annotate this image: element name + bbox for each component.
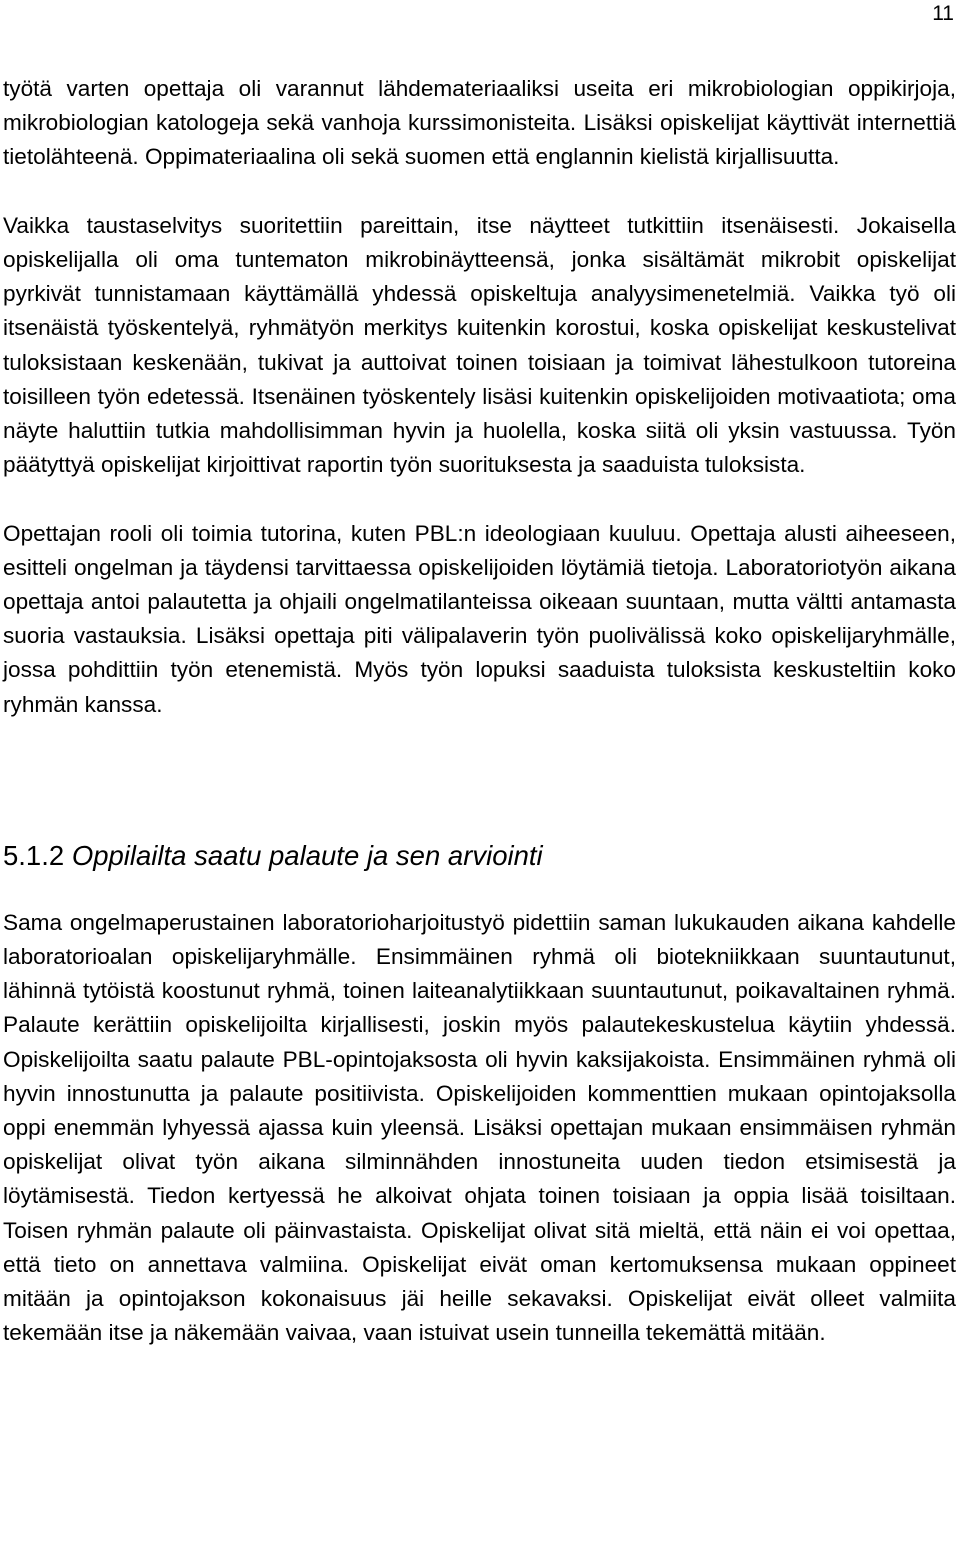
section-title: Oppilailta saatu palaute ja sen arviointi xyxy=(71,839,543,871)
section-number: 5.1.2 xyxy=(3,839,65,871)
paragraph-teacher-role: Opettajan rooli oli toimia tutorina, kuten PBL:n ideologiaan kuuluu. Opettaja alusti aiheeseen, esitteli ongelman ja täydensi tarvittaessa opiskelijoiden löytämiä tietoja. Laboratoriotyön aikana opettaja antoi palautetta ja ohjaili ongelmatilanteissa oikeaan suuntaan, mutta vältti antamasta suoria vastauksia. Lisäksi opettaja piti välipalaverin työn puolivälissä koko opiskelijaryhmälle, jossa pohdittiin työn etenemistä. Myös työn lopuksi saaduista tuloksista keskusteltiin koko ryhmän kanssa. xyxy=(3,520,956,717)
section-heading xyxy=(3,838,956,874)
document-body xyxy=(3,72,956,1385)
paragraph-feedback: Sama ongelmaperustainen laboratorioharjoitustyö pidettiin saman lukukauden aikana kahdelle laboratorioalan opiskelijaryhmälle. Ensimmäinen ryhmä oli biotekniikkaan suuntautunut, lähinnä tytöistä koostunut ryhmä, toinen laiteanalytiikkaan suuntautunut, poikavaltainen ryhmä. Palaute kerättiin opiskelijoilta kirjallisesti, joskin myös palautekeskustelua käytiin yhdessä. Opiskelijoilta saatu palaute PBL-opintojaksosta oli hyvin kaksijakoista. Ensimmäinen ryhmä oli hyvin innostunutta ja palaute positiivista. Opiskelijoiden kommenttien mukaan opintojaksolla oppi enemmän lyhyessä ajassa kuin yleensä. Lisäksi opettajan mukaan ensimmäisen ryhmän opiskelijat olivat työn aikana silminnähden innostuneita uuden tiedon etsimisestä ja löytämisestä. Tiedon kertyessä he alkoivat ohjata toinen toisiaan ja oppia lisää toisiltaan. Toisen ryhmän palaute oli päinvastaista. Opiskelijat olivat sitä mieltä, että näin ei voi opettaa, että tieto on annettava valmiina. Opiskelijat eivät oman kertomuksensa mukaan oppineet mitään ja opintojakson kokonaisuus jäi heille sekavaksi. Opiskelijat eivät olleet valmiita tekemään itse ja näkemään vaivaa, vaan istuivat usein tunneilla tekemättä mitään. xyxy=(3,909,956,1346)
paragraph-study-materials: työtä varten opettaja oli varannut lähdemateriaaliksi useita eri mikrobiologian oppikirjoja, mikrobiologian katologeja sekä vanhoja kurssimonisteita. Lisäksi opiskelijat käyttivät internettiä tietolähteenä. Oppimateriaalina oli sekä suomen että englannin kielistä kirjallisuutta. xyxy=(3,76,956,170)
page-number: 11 xyxy=(932,2,954,25)
paragraph-individual-work: Vaikka taustaselvitys suoritettiin pareittain, itse näytteet tutkittiin itsenäisesti. Jokaisella opiskelijalla oli oma tuntematon mikrobinäytteensä, jonka sisältämät mikrobit opiskelijat pyrkivät tunnistamaan käyttämällä yhdessä opiskeltuja analyysimenetelmiä. Vaikka työ oli itsenäistä työskentelyä, ryhmätyön merkitys kuitenkin korostui, koska opiskelijat keskustelivat tuloksistaan keskenään, tukivat ja auttoivat toinen toisiaan ja toimivat lähestulkoon tutoreina toisilleen työn edetessä. Itsenäinen työskentely lisäsi kuitenkin opiskelijoiden motivaatiota; oma näyte haluttiin tutkia mahdollisimman hyvin ja huolella, koska siitä oli yksin vastuussa. Työn päätyttyä opiskelijat kirjoittivat raportin työn suorituksesta ja saaduista tuloksista. xyxy=(3,212,956,478)
